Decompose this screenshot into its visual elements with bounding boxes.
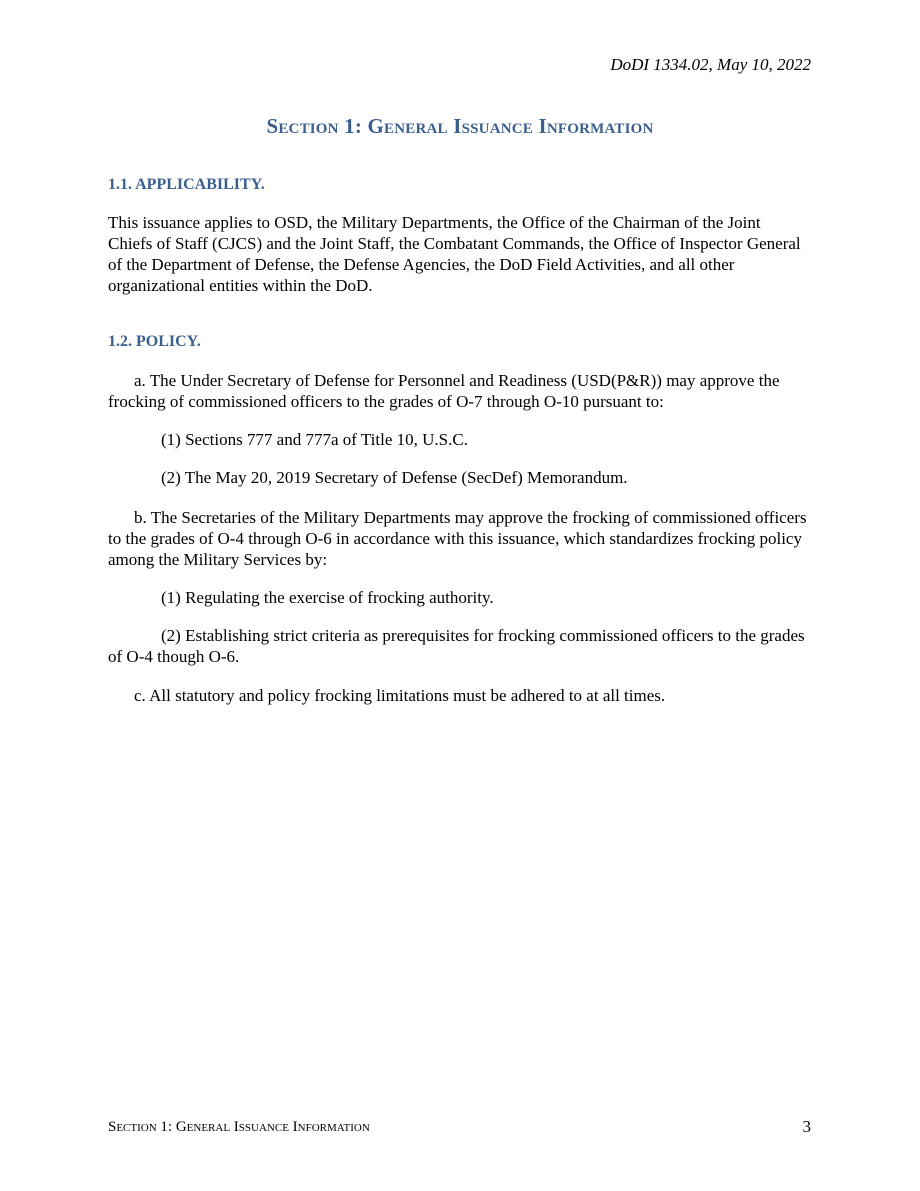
policy-b-item-2: (2) Establishing strict criteria as prerequisites for frocking commissioned officers to the grades of O-4 though O-6. bbox=[108, 626, 805, 666]
section-title: Section 1: General Issuance Information bbox=[266, 114, 654, 138]
policy-b-item-1: (1) Regulating the exercise of frocking authority. bbox=[161, 588, 494, 607]
running-header: DoDI 1334.02, May 10, 2022 bbox=[610, 55, 811, 74]
applicability-paragraph: This issuance applies to OSD, the Military Departments, the Office of the Chairman of the Joint Chiefs of Staff (CJCS) and the Joint Staff, the Combatant Commands, the Office of Inspector General of the Department of Defense, the Defense Agencies, the DoD Field Activities, and all other organizational entities within the DoD. bbox=[108, 213, 801, 295]
policy-paragraph-a: a. The Under Secretary of Defense for Personnel and Readiness (USD(P&R)) may approve the frocking of commissioned officers to the grades of O-7 through O-10 pursuant to: bbox=[108, 371, 780, 411]
policy-heading: 1.2. POLICY. bbox=[108, 333, 201, 350]
policy-paragraph-b: b. The Secretaries of the Military Departments may approve the frocking of commissioned officers to the grades of O-4 through O-6 in accordance with this issuance, which standardizes frocking policy among the Military Services by: bbox=[108, 508, 807, 569]
page-number: 3 bbox=[802, 1117, 811, 1136]
policy-paragraph-c: c. All statutory and policy frocking limitations must be adhered to at all times. bbox=[134, 686, 666, 705]
running-footer-section: Section 1: General Issuance Information bbox=[108, 1119, 370, 1135]
policy-a-item-2: (2) The May 20, 2019 Secretary of Defense (SecDef) Memorandum. bbox=[161, 468, 628, 487]
applicability-heading: 1.1. APPLICABILITY. bbox=[108, 176, 265, 193]
policy-a-item-1: (1) Sections 777 and 777a of Title 10, U.S.C. bbox=[161, 430, 468, 449]
